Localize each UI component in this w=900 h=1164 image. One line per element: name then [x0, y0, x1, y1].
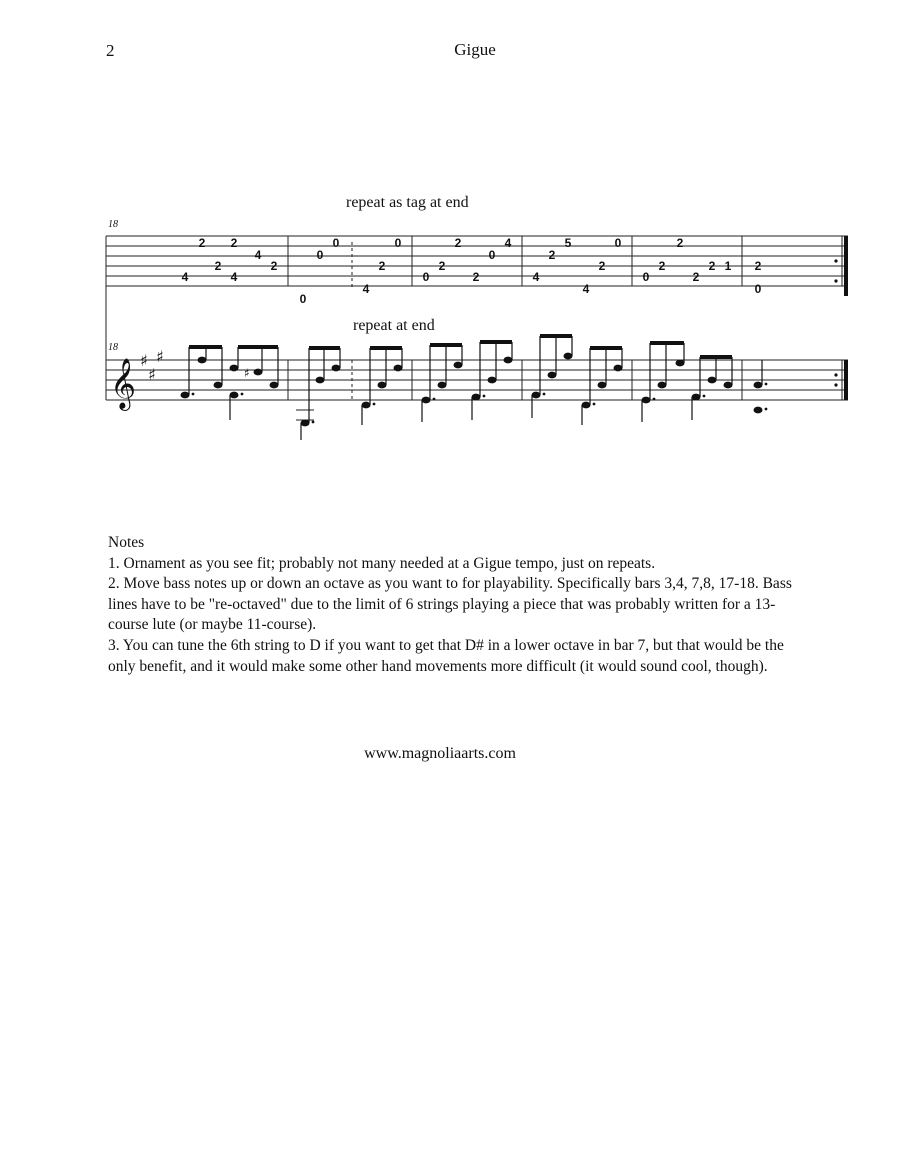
treble-staff [106, 360, 848, 420]
note-head [598, 382, 607, 389]
tab-fret: 2 [754, 259, 762, 273]
tab-fret: 2 [454, 236, 462, 250]
note-head [181, 392, 190, 399]
treble-clef-icon: 𝄞 [110, 359, 137, 408]
tag-annotation: repeat as tag at end [346, 194, 469, 211]
note-head [692, 394, 701, 401]
svg-text:♯: ♯ [148, 365, 156, 384]
tab-fret: 4 [181, 270, 189, 284]
tab-fret: 0 [754, 282, 762, 296]
tab-fret: 2 [378, 259, 386, 273]
tab-fret: 4 [504, 236, 512, 250]
tab-fret: 4 [254, 248, 262, 262]
tab-fret: 0 [394, 236, 402, 250]
note-item: 1. Ornament as you see fit; probably not many needed at a Gigue tempo, just on repeats. [108, 554, 656, 572]
tab-measure-number: 18 [108, 219, 118, 230]
tab-fret: 2 [708, 259, 716, 273]
note-head [378, 382, 387, 389]
tab-fret: 4 [582, 282, 590, 296]
note-head [270, 382, 279, 389]
note-head [394, 365, 403, 372]
tab-fret: 2 [230, 236, 238, 250]
note-head [724, 382, 733, 389]
note-head [254, 369, 263, 376]
notes-heading: Notes [108, 534, 145, 551]
tab-fret: 0 [332, 236, 340, 250]
note-head [658, 382, 667, 389]
tab-fret: 4 [230, 270, 238, 284]
tab-fret: 0 [614, 236, 622, 250]
tab-fret: 0 [422, 270, 430, 284]
key-signature [140, 347, 164, 384]
music-system [0, 0, 900, 470]
repeat-annotation: repeat at end [353, 317, 435, 334]
note-head [708, 377, 717, 384]
note-head [332, 365, 341, 372]
tab-fret: 2 [658, 259, 666, 273]
tab-fret: 0 [488, 248, 496, 262]
note-head [301, 420, 310, 427]
tab-fret: 2 [472, 270, 480, 284]
svg-text:♯: ♯ [244, 366, 250, 380]
tab-fret: 2 [548, 248, 556, 262]
accidentals [244, 366, 250, 380]
note-head [754, 382, 763, 389]
tab-fret: 0 [316, 248, 324, 262]
notes-section [108, 533, 813, 677]
note-head [230, 392, 239, 399]
tab-fret: 2 [598, 259, 606, 273]
page-number: 2 [106, 41, 115, 60]
tab-fret: 0 [642, 270, 650, 284]
note-head [422, 397, 431, 404]
note-head [676, 360, 685, 367]
note-head [564, 353, 573, 360]
note-head [614, 365, 623, 372]
tab-fret: 5 [564, 236, 572, 250]
note-head [438, 382, 447, 389]
note-head [214, 382, 223, 389]
tab-fret: 0 [299, 292, 307, 306]
note-head [532, 392, 541, 399]
note-head [504, 357, 513, 364]
tab-fret: 2 [676, 236, 684, 250]
tab-fret: 2 [198, 236, 206, 250]
footer-url[interactable]: www.magnoliaarts.com [364, 745, 516, 762]
note-head [582, 402, 591, 409]
note-head [454, 362, 463, 369]
svg-text:♯: ♯ [140, 351, 148, 370]
tab-fret: 2 [692, 270, 700, 284]
tab-fret: 4 [532, 270, 540, 284]
tab-fret: 2 [214, 259, 222, 273]
note-item: 3. You can tune the 6th string to D if you want to get that D# in a lower octave in bar 7, but that would be the only benefit, and it would make some other hand movements more difficult (it would sound cool, though). [108, 636, 784, 675]
staff-measure-number: 18 [108, 342, 118, 353]
tab-fret: 1 [724, 259, 732, 273]
note-head [198, 357, 207, 364]
page-title: Gigue [454, 40, 496, 59]
note-head [316, 377, 325, 384]
note-head [472, 394, 481, 401]
tab-fret: 2 [270, 259, 278, 273]
note-head [642, 397, 651, 404]
note-head [488, 377, 497, 384]
svg-text:♯: ♯ [156, 347, 164, 366]
note-head [754, 407, 763, 414]
note-head [362, 402, 371, 409]
note-head [230, 365, 239, 372]
tab-fret: 4 [362, 282, 370, 296]
tab-fret: 2 [438, 259, 446, 273]
note-head [548, 372, 557, 379]
note-item: 2. Move bass notes up or down an octave as you want to for playability. Specifically bars 3,4, 7,8, 17-18. Bass lines have to be "re-octaved" due to the limit of 6 strings playing a piece that was probably written for a 13-course lute (or maybe 11-course). [108, 575, 792, 634]
